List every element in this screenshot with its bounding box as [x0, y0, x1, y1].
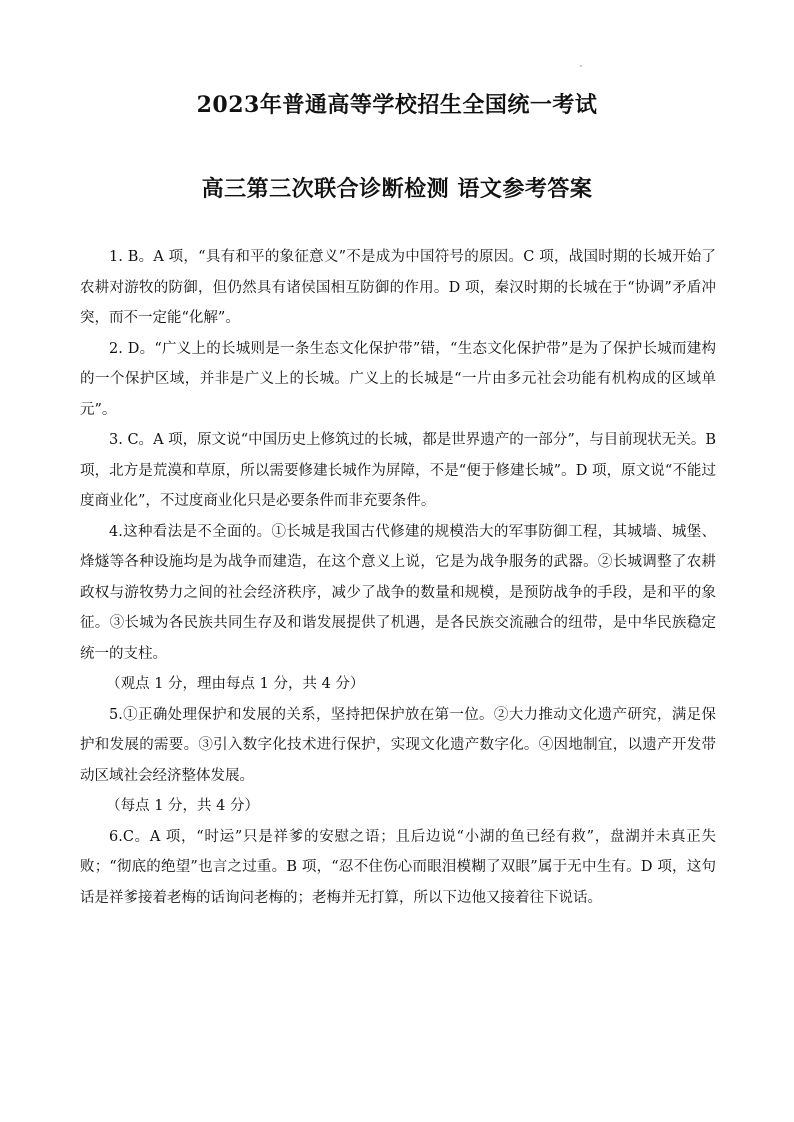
answer-key-title: 高三第三次联合诊断检测 语文参考答案 — [201, 176, 593, 202]
answer-3: 3. C。A 项，原文说“中国历史上修筑过的长城，都是世界遗产的一部分”，与目前现状无关。B 项，北方是荒漠和草原，所以需要修建长城作为屏障，不是“便于修建长城”。D 项，原文说“不能过度商业化”，不过度商业化只是必要条件而非充要条件。 — [80, 432, 716, 509]
answer-4: 4.这种看法是不全面的。①长城是我国古代修建的规模浩大的军事防御工程，其城墙、城堡、烽燧等各种设施均是为战争而建造，在这个意义上说，它是为战争服务的武器。②长城调整了农耕政权与游牧势力之间的社会经济秩序，减少了战争的数量和规模，是预防战争的手段，是和平的象征。③长城为各民族共同生存及和谐发展提供了机遇，是各民族交流融合的纽带，是中华民族稳定统一的支柱。 — [80, 523, 716, 662]
answer-4-scoring-note: （观点 1 分，理由每点 1 分，共 4 分） — [106, 676, 365, 692]
answer-1: 1. B。A 项，“具有和平的象征意义”不是成为中国符号的原因。C 项，战国时期的长城开始了农耕对游牧的防御，但仍然具有诸侯国相互防御的作用。D 项，秦汉时期的长城在于“协调”矛盾冲突，而不一定能“化解”。 — [80, 249, 716, 326]
answer-content — [80, 242, 716, 913]
answer-6: 6.C。A 项，“时运”只是祥爹的安慰之语；且后边说“小湖的鱼已经有救”，盘湖并未真正失败；“彻底的绝望”也言之过重。B 项，“忍不住伤心而眼泪模糊了双眼”属于无中生有。D 项，这句话是祥爹接着老梅的话询问老梅的；老梅并无打算，所以下边他又接着往下说话。 — [80, 828, 716, 906]
answer-5: 5.①正确处理保护和发展的关系，坚持把保护放在第一位。②大力推动文化遗产研究，满足保护和发展的需要。③引入数字化技术进行保护，实现文化遗产数字化。④因地制宜，以遗产开发带动区域社会经济整体发展。 — [80, 706, 716, 784]
exam-title: 2023年普通高等学校招生全国统一考试 — [196, 92, 598, 118]
scan-speck — [580, 65, 582, 67]
answer-5-scoring-note: （每点 1 分，共 4 分） — [106, 798, 259, 814]
answer-2: 2. D。“广义上的长城则是一条生态文化保护带”错，“生态文化保护带”是为了保护长城而建构的一个保护区域，并非是广义上的长城。广义上的长城是“一片由多元社会功能有机构成的区域单元”。 — [80, 340, 716, 418]
